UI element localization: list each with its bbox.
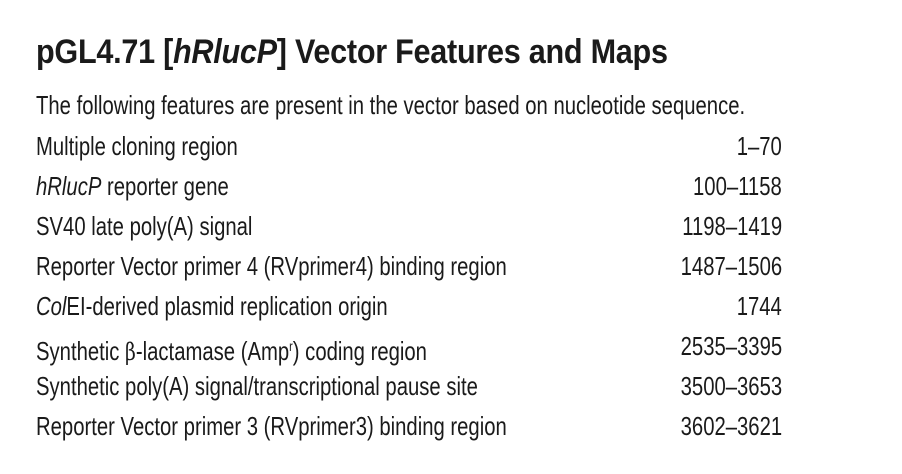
- feature-label-col: Col: [36, 291, 67, 321]
- feature-label: [36, 286, 388, 326]
- page-title: [36, 30, 801, 74]
- feature-range: 1744: [736, 291, 782, 321]
- feature-row-replication-origin: [36, 286, 886, 326]
- feature-label: Reporter Vector primer 3 (RVprimer3) binding region: [36, 411, 507, 441]
- feature-label: SV40 late poly(A) signal: [36, 211, 253, 241]
- feature-row-beta-lactamase: [36, 326, 886, 366]
- title-gene: hRlucP: [173, 33, 277, 71]
- feature-range: 1487–1506: [680, 251, 782, 281]
- feature-range: 2535–3395: [680, 331, 782, 361]
- feature-label: [36, 166, 229, 206]
- title-prefix: pGL4.71 [: [36, 33, 174, 71]
- feature-label-gene: hRlucP: [36, 171, 102, 201]
- beta-symbol: β: [125, 338, 136, 366]
- feature-range: 100–1158: [693, 171, 782, 201]
- feature-range: 1198–1419: [681, 211, 782, 241]
- feature-row-multiple-cloning-region: [36, 126, 886, 166]
- feature-list: [36, 126, 886, 446]
- feature-label-mid: -lactamase (Amp: [135, 336, 290, 366]
- feature-label-sup: r: [289, 338, 293, 354]
- intro-text: The following features are present in the vector based on nucleotide sequence.: [36, 90, 746, 120]
- feature-label: Reporter Vector primer 4 (RVprimer4) binding region: [36, 251, 507, 281]
- feature-label-rest: EI-derived plasmid replication origin: [66, 291, 388, 321]
- feature-label-rest: reporter gene: [101, 171, 229, 201]
- feature-label-pre: Synthetic: [36, 336, 126, 366]
- title-suffix: ] Vector Features and Maps: [276, 33, 668, 71]
- feature-range: 1–70: [736, 131, 782, 161]
- feature-row-rvprimer4: [36, 246, 886, 286]
- feature-row-sv40-polya: [36, 206, 886, 246]
- feature-range: 3500–3653: [680, 371, 782, 401]
- feature-row-reporter-gene: [36, 166, 886, 206]
- feature-label-post: ) coding region: [292, 336, 427, 366]
- document-page: [36, 30, 886, 446]
- feature-label: Synthetic poly(A) signal/transcriptional pause site: [36, 371, 478, 401]
- feature-label: Multiple cloning region: [36, 131, 238, 161]
- feature-row-synthetic-polya: [36, 366, 886, 406]
- feature-range: 3602–3621: [680, 411, 782, 441]
- feature-row-rvprimer3: [36, 406, 886, 446]
